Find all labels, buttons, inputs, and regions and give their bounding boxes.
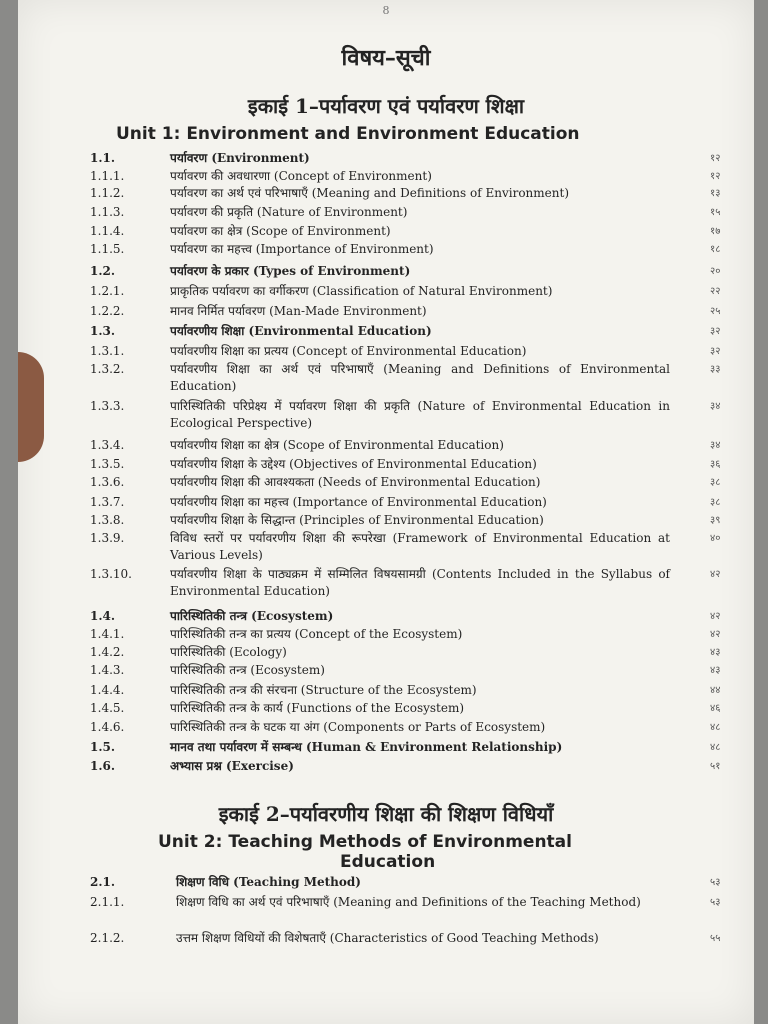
toc-entry-page: २०	[710, 266, 721, 277]
toc-entry-title: पारिस्थितिकी (Ecology)	[170, 645, 287, 659]
toc-entry-page: ३४	[710, 440, 721, 451]
toc-entry-title: पारिस्थितिकी तन्त्र के कार्य (Functions of the Ecosystem)	[170, 701, 465, 715]
toc-entry-title: पर्यावरणीय शिक्षा का महत्त्व (Importance of Environmental Education)	[170, 495, 547, 509]
toc-entry-title: पर्यावरण का क्षेत्र (Scope of Environment)	[170, 224, 391, 238]
toc-entry-title: मानव तथा पर्यावरण में सम्बन्ध (Human & Environment Relationship)	[170, 740, 563, 754]
toc-entry-page: ४२	[710, 569, 721, 580]
unit2-title-hindi: इकाई 2–पर्यावरणीय शिक्षा की शिक्षण विधियाँ	[218, 802, 554, 826]
toc-entry-number: 1.4.	[90, 609, 116, 623]
toc-entry-title: पारिस्थितिकी तन्त्र के घटक या अंग (Components or Parts of Ecosystem)	[170, 720, 546, 734]
toc-entry-number: 1.3.7.	[90, 495, 125, 509]
toc-entry-title: पर्यावरण (Environment)	[170, 151, 310, 165]
toc-entry-number: 1.3.10.	[90, 567, 132, 581]
toc-entry-title: मानव निर्मित पर्यावरण (Man-Made Environment)	[170, 304, 427, 318]
thumb-occlusion	[18, 352, 44, 462]
toc-entry-page: ३४	[710, 401, 721, 412]
toc-entry-number: 1.3.5.	[90, 457, 125, 471]
toc-title: विषय–सूची	[341, 45, 431, 71]
toc-entry-page: ४२	[710, 629, 721, 640]
toc-entry-title: पर्यावरण का अर्थ एवं परिभाषाएँ (Meaning and Definitions of Environment)	[170, 186, 569, 200]
toc-entry-page: ५१	[710, 761, 721, 772]
toc-entry-title: विविध स्तरों पर पर्यावरणीय शिक्षा की रूपरेखा (Framework of Environmental Education at Various Levels)	[170, 531, 670, 562]
toc-entry-title: अभ्यास प्रश्न (Exercise)	[170, 759, 294, 773]
toc-entry-number: 2.1.1.	[90, 895, 125, 909]
toc-entry-number: 1.4.6.	[90, 720, 125, 734]
toc-entry-title: पारिस्थितिकी परिप्रेक्ष्य में पर्यावरण शिक्षा की प्रकृति (Nature of Environmental Education in Ecological Perspective)	[170, 399, 670, 430]
toc-entry-number: 1.3.2.	[90, 362, 125, 376]
toc-entry-page: १२	[710, 171, 721, 182]
toc-entry-page: १२	[710, 153, 721, 164]
toc-entry-title: पारिस्थितिकी तन्त्र (Ecosystem)	[170, 663, 325, 677]
toc-entry-title: पर्यावरणीय शिक्षा का प्रत्यय (Concept of Environmental Education)	[170, 344, 527, 358]
toc-entry-page: ३२	[710, 326, 721, 337]
toc-entry-page: ३२	[710, 346, 721, 357]
toc-entry-number: 1.1.	[90, 151, 116, 165]
toc-entry-number: 1.4.1.	[90, 627, 125, 641]
toc-entry-page: ३८	[710, 497, 721, 508]
toc-entry-title: शिक्षण विधि का अर्थ एवं परिभाषाएँ (Meaning and Definitions of the Teaching Method)	[176, 895, 641, 909]
toc-entry-page: ४४	[710, 685, 721, 696]
toc-entry-page: ४२	[710, 611, 721, 622]
toc-entry-page: ३९	[710, 515, 721, 526]
toc-entry-number: 1.1.2.	[90, 186, 125, 200]
toc-entry-number: 1.3.6.	[90, 475, 125, 489]
toc-entry-number: 2.1.2.	[90, 931, 125, 945]
toc-entry-page: २५	[710, 306, 721, 317]
toc-entry-number: 1.3.8.	[90, 513, 125, 527]
toc-entry-page: ४८	[710, 722, 721, 733]
unit1-title-english: Unit 1: Environment and Environment Education	[116, 124, 580, 144]
toc-entry-page: ५३	[710, 897, 721, 908]
toc-entry-number: 1.1.5.	[90, 242, 125, 256]
toc-entry-title: पारिस्थितिकी तन्त्र की संरचना (Structure of the Ecosystem)	[170, 683, 477, 697]
toc-entry-number: 2.1.	[90, 875, 116, 889]
toc-entry-title: पर्यावरणीय शिक्षा का क्षेत्र (Scope of Environmental Education)	[170, 438, 504, 452]
toc-entry-page: ३३	[710, 364, 721, 375]
toc-entry-page: ३८	[710, 477, 721, 488]
page-number: 8	[382, 4, 390, 17]
toc-entry-title: उत्तम शिक्षण विधियों की विशेषताएँ (Characteristics of Good Teaching Methods)	[176, 931, 599, 945]
unit2-title-english-line2: Education	[340, 852, 436, 872]
toc-entry-number: 1.3.4.	[90, 438, 125, 452]
toc-entry-number: 1.5.	[90, 740, 116, 754]
toc-entry-page: १७	[710, 226, 721, 237]
toc-entry-title: पारिस्थितिकी तन्त्र का प्रत्यय (Concept of the Ecosystem)	[170, 627, 463, 641]
toc-entry-title: पर्यावरणीय शिक्षा की आवश्यकता (Needs of Environmental Education)	[170, 475, 541, 489]
toc-entry-number: 1.1.1.	[90, 169, 125, 183]
unit2-title-english-line1: Unit 2: Teaching Methods of Environmental	[158, 832, 572, 852]
toc-entry-number: 1.6.	[90, 759, 116, 773]
toc-entry-title: पर्यावरणीय शिक्षा का अर्थ एवं परिभाषाएँ (Meaning and Definitions of Environmental Education)	[170, 362, 670, 393]
toc-entry-number: 1.3.	[90, 324, 116, 338]
toc-entry-title: शिक्षण विधि (Teaching Method)	[176, 875, 361, 889]
toc-entry-page: ४३	[710, 665, 721, 676]
toc-entry-title: पर्यावरणीय शिक्षा के उद्देश्य (Objectives of Environmental Education)	[170, 457, 537, 471]
toc-entry-title: पारिस्थितिकी तन्त्र (Ecosystem)	[170, 609, 334, 623]
toc-entry-title: पर्यावरण की प्रकृति (Nature of Environment)	[170, 205, 408, 219]
toc-entry-number: 1.2.2.	[90, 304, 125, 318]
toc-entry-page: १५	[710, 207, 721, 218]
toc-entry-number: 1.3.1.	[90, 344, 125, 358]
toc-entry-title: पर्यावरणीय शिक्षा के पाठ्यक्रम में सम्मिलित विषयसामग्री (Contents Included in the Syllabus of Environmental Education)	[170, 567, 670, 598]
toc-entry-number: 1.4.5.	[90, 701, 125, 715]
toc-entry-page: ४०	[710, 533, 721, 544]
toc-entry-number: 1.4.3.	[90, 663, 125, 677]
toc-entry-title: पर्यावरणीय शिक्षा के सिद्धान्त (Principles of Environmental Education)	[170, 513, 544, 527]
toc-entry-page: ४८	[710, 742, 721, 753]
toc-entry-page: ४३	[710, 647, 721, 658]
toc-entry-number: 1.2.	[90, 264, 116, 278]
toc-entry-number: 1.1.3.	[90, 205, 125, 219]
toc-entry-page: ५३	[710, 877, 721, 888]
toc-entry-number: 1.3.3.	[90, 399, 125, 413]
toc-entry-number: 1.2.1.	[90, 284, 125, 298]
toc-entry-page: ४६	[710, 703, 721, 714]
unit1-title-hindi: इकाई 1–पर्यावरण एवं पर्यावरण शिक्षा	[247, 94, 525, 118]
toc-entry-number: 1.4.4.	[90, 683, 125, 697]
toc-entry-page: ३६	[710, 459, 721, 470]
toc-entry-page: १८	[710, 244, 721, 255]
toc-entry-number: 1.1.4.	[90, 224, 125, 238]
toc-entry-title: पर्यावरण का महत्त्व (Importance of Environment)	[170, 242, 434, 256]
toc-entry-page: ५५	[710, 933, 721, 944]
toc-entry-number: 1.4.2.	[90, 645, 125, 659]
document-page	[18, 0, 754, 1024]
toc-entry-title: पर्यावरण की अवधारणा (Concept of Environment)	[170, 169, 432, 183]
toc-entry-title: प्राकृतिक पर्यावरण का वर्गीकरण (Classification of Natural Environment)	[170, 284, 553, 298]
toc-entry-title: पर्यावरण के प्रकार (Types of Environment)	[170, 264, 411, 278]
toc-entry-number: 1.3.9.	[90, 531, 125, 545]
toc-entry-page: २२	[710, 286, 721, 297]
toc-entry-page: १३	[710, 188, 721, 199]
toc-entry-title: पर्यावरणीय शिक्षा (Environmental Education)	[170, 324, 432, 338]
